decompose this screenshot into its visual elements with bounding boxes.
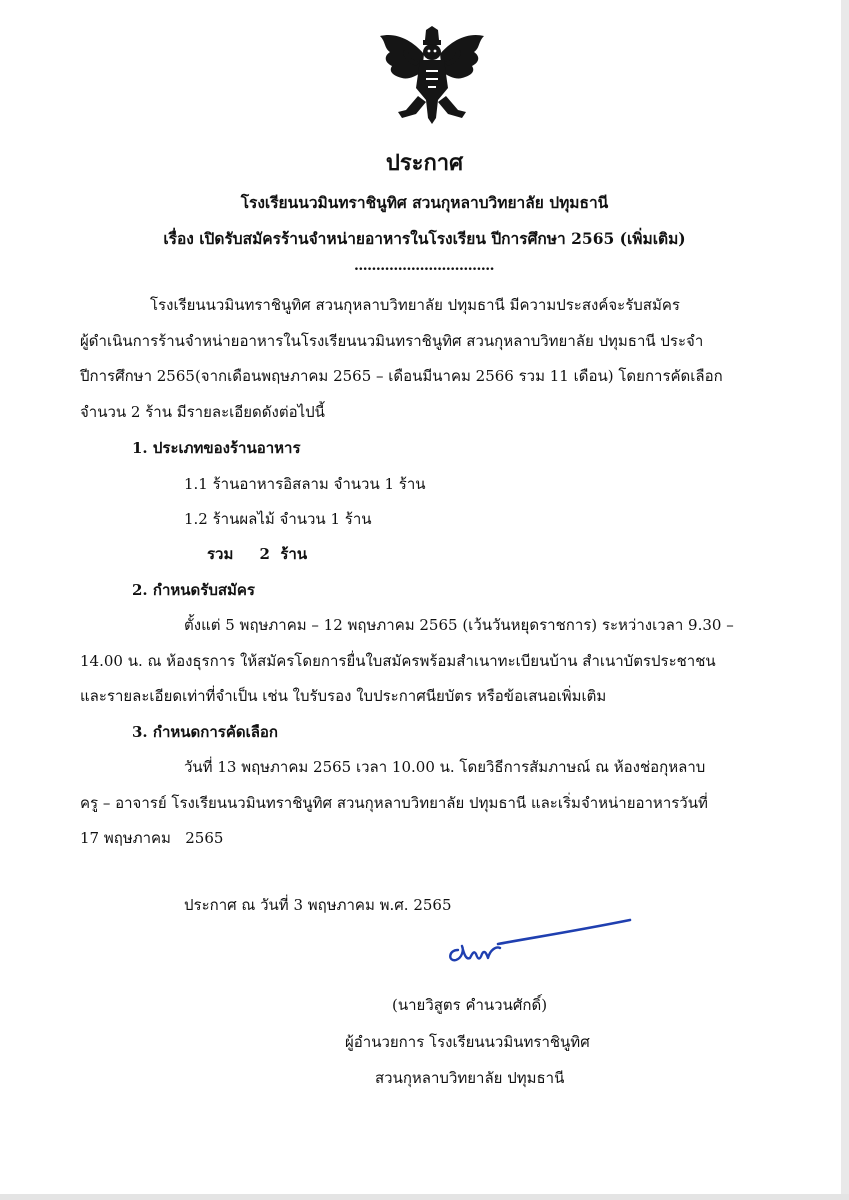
section-3-line-2: ครู – อาจารย์ โรงเรียนนวมินทราชินูทิศ สวนกุหลาบวิทยาลัย ปทุมธานี และเริ่มจำหน่ายอาหารวันที่ — [80, 794, 708, 812]
signatory-name: (นายวิสูตร คำนวนศักดิ์) — [392, 996, 548, 1014]
intro-line-3: ปีการศึกษา 2565(จากเดือนพฤษภาคม 2565 – เดือนมีนาคม 2566 รวม 11 เดือน) โดยการคัดเลือก — [80, 367, 723, 385]
signature-icon — [440, 910, 640, 970]
section-1-item-2: 1.2 ร้านผลไม้ จำนวน 1 ร้าน — [184, 510, 372, 528]
section-1-item-1: 1.1 ร้านอาหารอิสลาม จำนวน 1 ร้าน — [184, 475, 426, 493]
subject-line: เรื่อง เปิดรับสมัครร้านจำหน่ายอาหารในโรงเรียน ปีการศึกษา 2565 (เพิ่มเติม) — [163, 229, 686, 248]
page-title: ประกาศ — [385, 150, 464, 176]
section-3-heading: 3. กำหนดการคัดเลือก — [132, 723, 279, 741]
section-1-heading: 1. ประเภทของร้านอาหาร — [132, 439, 301, 457]
title-divider: ................................ — [354, 258, 494, 274]
announce-date: ประกาศ ณ วันที่ 3 พฤษภาคม พ.ศ. 2565 — [184, 896, 452, 914]
signatory-position: ผู้อำนวยการ โรงเรียนนวมินทราชินูทิศ — [345, 1033, 590, 1051]
section-3-line-1: วันที่ 13 พฤษภาคม 2565 เวลา 10.00 น. โดยวิธีการสัมภาษณ์ ณ ห้องช่อกุหลาบ — [184, 758, 706, 776]
intro-line-2: ผู้ดำเนินการร้านจำหน่ายอาหารในโรงเรียนนวมินทราชินูทิศ สวนกุหลาบวิทยาลัย ปทุมธานี ประจำ — [80, 332, 704, 350]
section-2-line-3: และรายละเอียดเท่าที่จำเป็น เช่น ใบรับรอง ใบประกาศนียบัตร หรือข้อเสนอเพิ่มเติม — [80, 687, 607, 705]
intro-line-4: จำนวน 2 ร้าน มีรายละเอียดดังต่อไปนี้ — [80, 403, 325, 421]
school-name: โรงเรียนนวมินทราชินูทิศ สวนกุหลาบวิทยาลัย ปทุมธานี — [240, 193, 609, 212]
section-1-total: รวม 2 ร้าน — [207, 545, 308, 563]
section-2-line-1: ตั้งแต่ 5 พฤษภาคม – 12 พฤษภาคม 2565 (เว้นวันหยุดราชการ) ระหว่างเวลา 9.30 – — [184, 616, 734, 634]
section-2-heading: 2. กำหนดรับสมัคร — [132, 581, 255, 599]
garuda-emblem-icon — [376, 26, 488, 126]
section-2-line-2: 14.00 น. ณ ห้องธุรการ ให้สมัครโดยการยื่นใบสมัครพร้อมสำเนาทะเบียนบ้าน สำเนาบัตรประชาชน — [80, 652, 716, 670]
section-3-line-3: 17 พฤษภาคม 2565 — [80, 829, 224, 847]
intro-line-1: โรงเรียนนวมินทราชินูทิศ สวนกุหลาบวิทยาลัย ปทุมธานี มีความประสงค์จะรับสมัคร — [150, 296, 680, 314]
scan-edge-bottom — [0, 1194, 849, 1200]
scan-edge-right — [841, 0, 849, 1200]
signatory-school: สวนกุหลาบวิทยาลัย ปทุมธานี — [375, 1069, 565, 1087]
